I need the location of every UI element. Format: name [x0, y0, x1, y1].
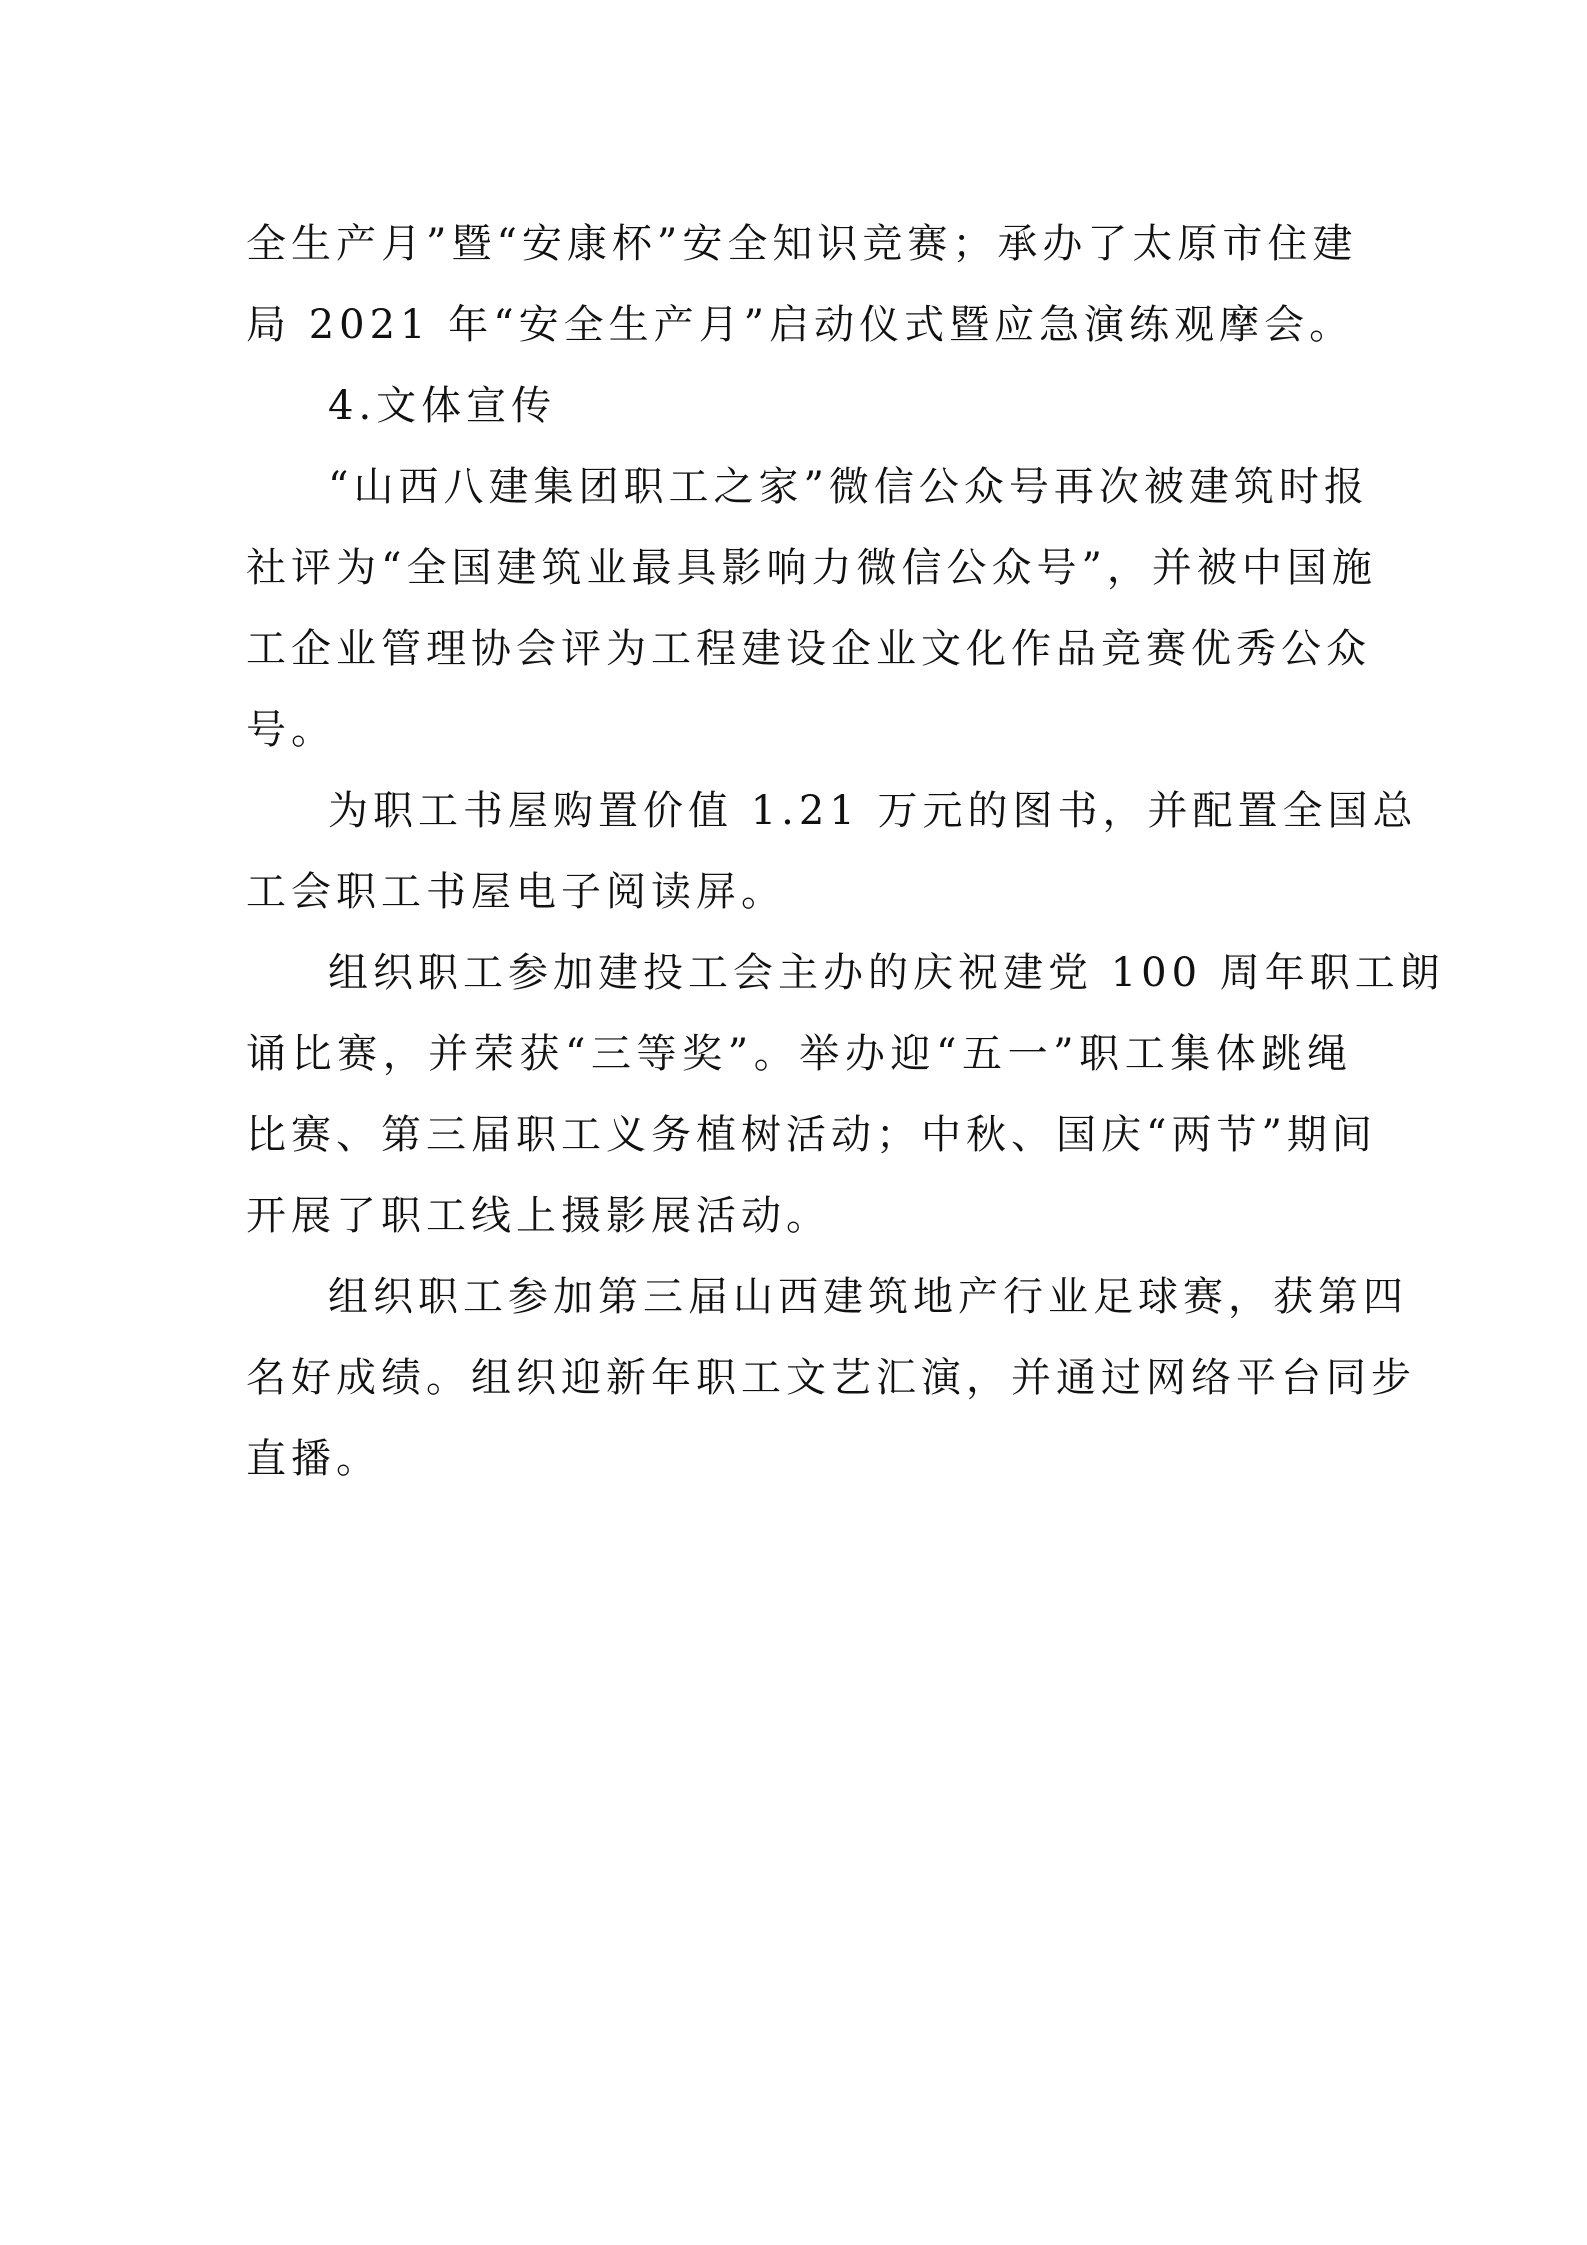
text-line: 工企业管理协会评为工程建设企业文化作品竞赛优秀公众 — [246, 626, 1371, 672]
heading-text: 4.文体宣传 — [328, 383, 557, 429]
text-line: 号。 — [246, 707, 336, 753]
paragraph-football — [246, 1257, 1416, 1500]
text-line: 比赛、第三届职工义务植树活动；中秋、国庆“两节”期间 — [246, 1112, 1377, 1158]
paragraph-activities — [246, 933, 1445, 1257]
paragraph-books — [246, 771, 1418, 933]
text-line: 组织职工参加第三届山西建筑地产行业足球赛，获第四 — [328, 1274, 1408, 1320]
text-line: 组织职工参加建投工会主办的庆祝建党 100 周年职工朗 — [328, 950, 1445, 996]
text-line: 诵比赛，并荣获“三等奖”。举办迎“五一”职工集体跳绳 — [246, 1031, 1352, 1077]
paragraph-wechat — [246, 447, 1377, 771]
text-line: 全生产月”暨“安康杯”安全知识竞赛；承办了太原市住建 — [246, 221, 1358, 267]
text-line: 开展了职工线上摄影展活动。 — [246, 1193, 831, 1239]
text-line: 直播。 — [246, 1436, 381, 1482]
paragraph-continued — [246, 204, 1358, 366]
text-line: “山西八建集团职工之家”微信公众号再次被建筑时报 — [328, 464, 1369, 510]
section-heading — [246, 366, 1352, 447]
text-line: 名好成绩。组织迎新年职工文艺汇演，并通过网络平台同步 — [246, 1355, 1416, 1401]
text-line: 工会职工书屋电子阅读屏。 — [246, 869, 786, 915]
document-body — [246, 204, 1445, 1500]
text-line: 社评为“全国建筑业最具影响力微信公众号”，并被中国施 — [246, 545, 1377, 591]
text-line: 为职工书屋购置价值 1.21 万元的图书，并配置全国总 — [328, 788, 1418, 834]
text-line: 局 2021 年“安全生产月”启动仪式暨应急演练观摩会。 — [246, 302, 1355, 348]
